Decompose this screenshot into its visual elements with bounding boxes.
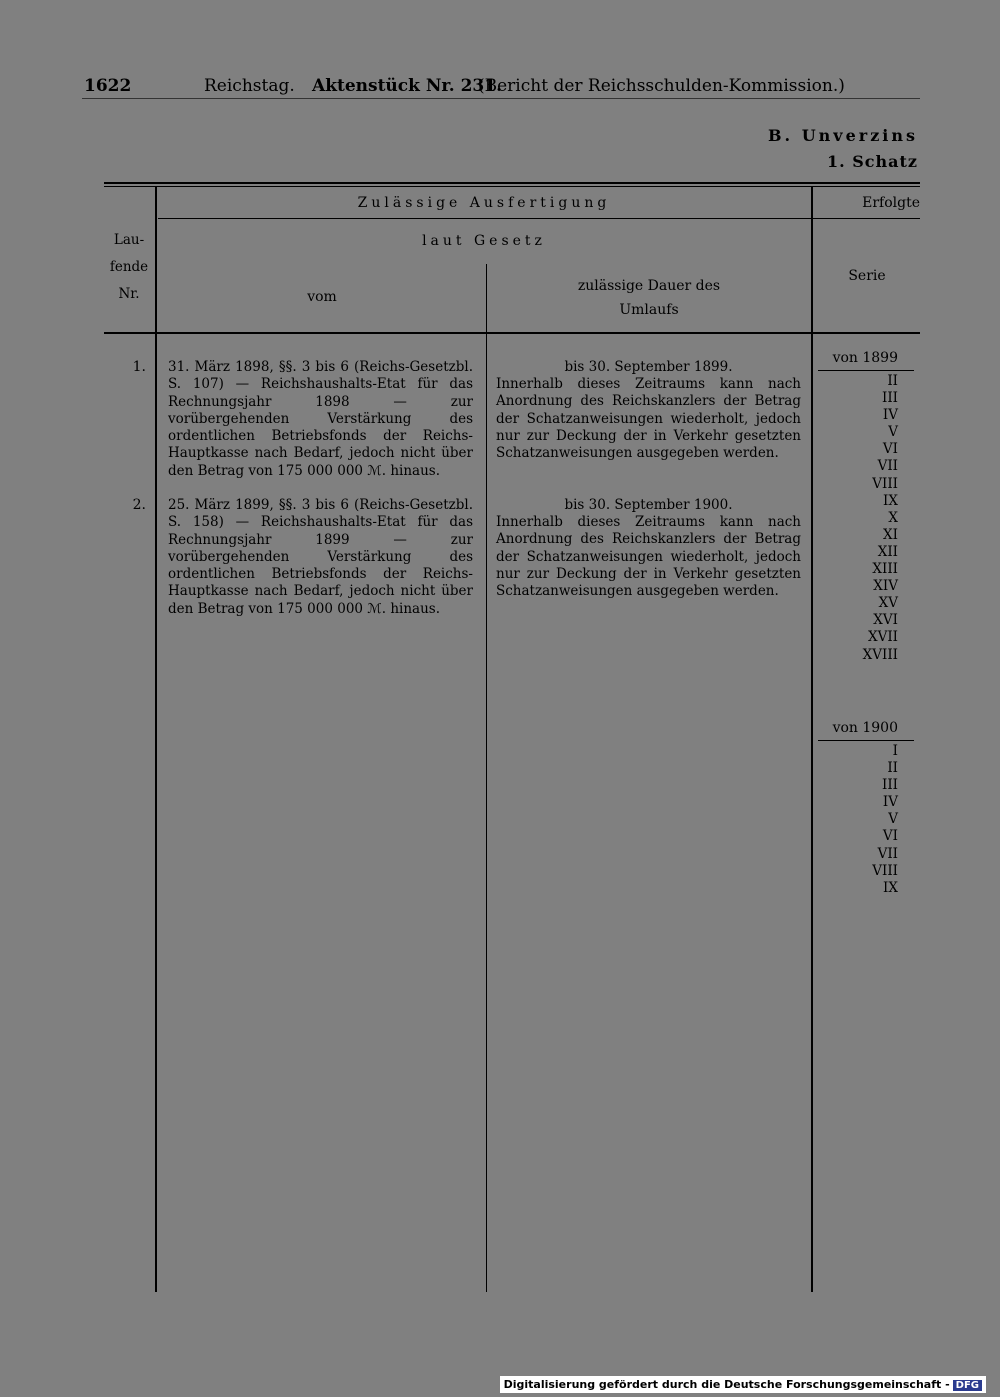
page-header <box>82 76 942 104</box>
serie-item: I <box>892 743 898 759</box>
row-1-nr: 1. <box>132 359 146 375</box>
serie-year-1900-rule <box>818 740 914 741</box>
serie-list-1899 <box>818 373 898 664</box>
serie-item: III <box>882 777 898 794</box>
digitization-footer <box>500 1376 986 1393</box>
serie-item: VI <box>882 828 898 845</box>
section-subtitle: 1. Schatz <box>826 152 918 171</box>
serie-item: XIV <box>873 578 898 595</box>
row-1-vom: 31. März 1898, §§. 3 bis 6 (Reichs-Gesetzbl. S. 107) — Reichshaushalts-Etat für das Rechnungsjahr 1898 — zur vorübergehenden Verstärkung des ordentlichen Betriebsfonds der Reichs-Hauptkasse nach Bedarf, jedoch nicht über den Betrag von 175 000 000 ℳ. hinaus. <box>168 359 473 479</box>
serie-item: VII <box>877 458 898 475</box>
col-divider-3 <box>811 186 813 1292</box>
serie-item: VII <box>877 845 898 862</box>
header-bottom-rule <box>104 332 920 334</box>
serie-list-1900 <box>818 743 898 897</box>
footer-text: Digitalisierung gefördert durch die Deutsche Forschungsgemeinschaft - <box>503 1378 950 1391</box>
serie-item: VIII <box>872 862 898 879</box>
serie-item: IV <box>882 794 898 811</box>
serie-item: II <box>887 760 898 777</box>
row-2-dauer-head: bis 30. September 1900. <box>564 497 733 513</box>
serie-item: IV <box>882 407 898 424</box>
serie-item: V <box>888 424 898 441</box>
serie-item: IX <box>883 879 898 896</box>
page-number: 1622 <box>84 76 132 96</box>
header-divider <box>158 218 920 219</box>
serie-year-1900: von 1900 <box>832 720 898 736</box>
serie-item: V <box>888 811 898 828</box>
serie-item: XV <box>878 595 898 612</box>
row-2-vom: 25. März 1899, §§. 3 bis 6 (Reichs-Gesetzbl. S. 158) — Reichshaushalts-Etat für das Rechnungsjahr 1899 — zur vorübergehenden Verstärkung des ordentlichen Betriebsfonds der Reichs-Hauptkasse nach Bedarf, jedoch nicht über den Betrag von 175 000 000 ℳ. hinaus. <box>168 497 473 617</box>
serie-item: XIII <box>872 561 898 578</box>
sub-header: laut Gesetz <box>422 233 546 249</box>
group-header: Zulässige Ausfertigung <box>357 195 611 211</box>
header-rule <box>82 98 920 99</box>
col-divider-1 <box>155 186 157 1292</box>
table-top-rule <box>104 182 920 184</box>
header-title-b: Aktenstück Nr. 231. <box>312 76 503 96</box>
serie-item: III <box>882 390 898 407</box>
row-2-nr: 2. <box>132 497 146 513</box>
col-serie-header: Serie <box>848 268 886 284</box>
serie-year-1899: von 1899 <box>832 350 898 366</box>
header-title-c: (Bericht der Reichsschulden-Kommission.) <box>478 76 845 96</box>
dfg-logo: DFG <box>953 1380 982 1391</box>
row-2-dauer: Innerhalb dieses Zeitraums kann nach Anordnung des Reichskanzlers der Betrag der Schatzanweisungen wiederholt, jedoch nur zur Deckung der in Verkehr gesetzten Schatzanweisungen ausgegeben werden. <box>496 514 801 600</box>
serie-year-1899-rule <box>818 370 914 371</box>
serie-item: VIII <box>872 475 898 492</box>
header-title-a: Reichstag. <box>204 76 295 96</box>
col-divider-2 <box>486 264 487 1292</box>
section-title: B. Unverzins <box>768 126 918 145</box>
serie-item: XVII <box>867 629 898 646</box>
serie-item: X <box>888 509 898 526</box>
col-laufende-header: Lau- fende Nr. <box>109 232 149 302</box>
col-vom-header: vom <box>307 289 337 305</box>
col-dauer-header: zulässige Dauer des Umlaufs <box>577 278 721 318</box>
serie-item: XI <box>883 526 898 543</box>
row-1-dauer: Innerhalb dieses Zeitraums kann nach Anordnung des Reichskanzlers der Betrag der Schatzanweisungen wiederholt, jedoch nur zur Deckung der in Verkehr gesetzten Schatzanweisungen ausgegeben werden. <box>496 376 801 462</box>
serie-item: IX <box>883 492 898 509</box>
serie-item: II <box>887 373 898 389</box>
serie-item: XVIII <box>862 646 898 663</box>
table-top-rule-2 <box>104 186 920 187</box>
col-erfolgte-header: Erfolgte <box>862 195 920 211</box>
serie-item: XVI <box>873 612 898 629</box>
row-1-dauer-head: bis 30. September 1899. <box>564 359 733 375</box>
serie-item: XII <box>877 543 898 560</box>
serie-item: VI <box>882 441 898 458</box>
